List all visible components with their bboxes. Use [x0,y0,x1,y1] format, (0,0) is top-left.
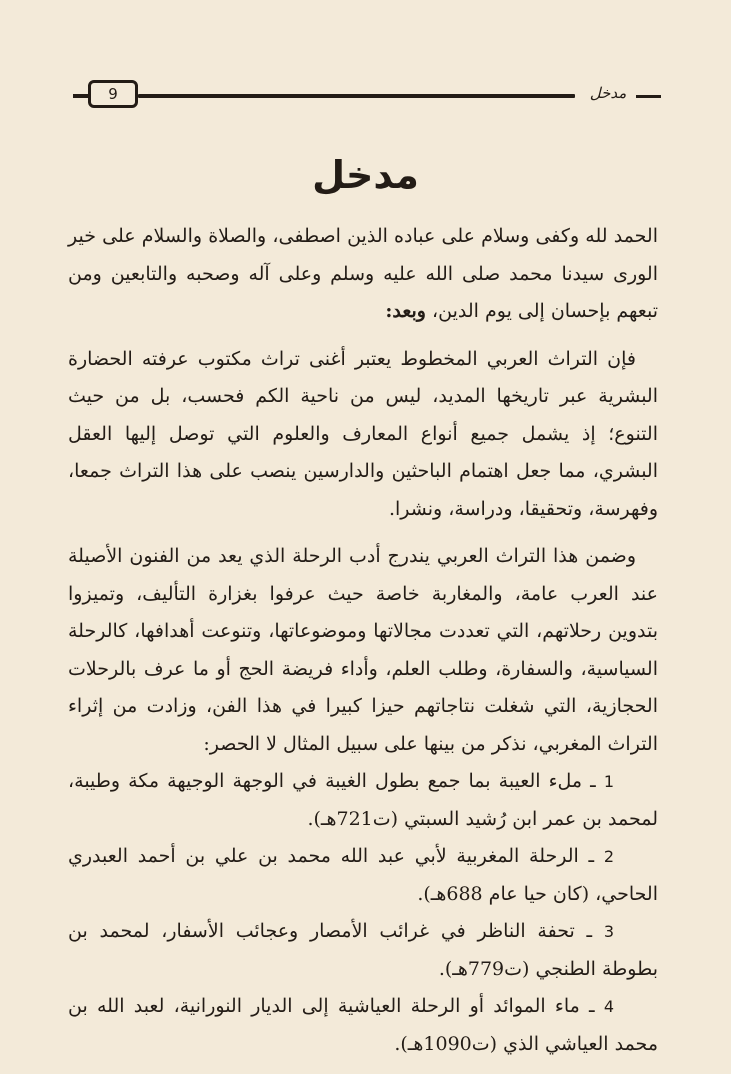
chapter-title: مدخل [312,153,419,197]
header-rule-stub [73,94,91,98]
list-item-text: ـ تحفة الناظر في غرائب الأمصار وعجائب الأسفار، لمحمد بن بطوطة الطنجي (ت779هـ). [68,920,658,980]
intro-closing: وبعد: [385,300,426,322]
list-item-number: 4 [603,997,614,1016]
header-rule [138,94,575,98]
list-item-number: 1 [603,772,614,791]
body-text [68,218,658,1063]
list-item-text: ـ ملء العيبة بما جمع بطول الغيبة في الوجهة الوجيهة مكة وطيبة، لمحمد بن عمر ابن رُشيد السبتي (ت721هـ). [68,770,658,830]
running-head: مدخل [589,84,627,102]
page-number: 9 [88,80,138,108]
paragraph-1: فإن التراث العربي المخطوط يعتبر أغنى تراث مكتوب عرفته الحضارة البشرية عبر تاريخها المديد، ليس من ناحية الكم فحسب، بل من حيث التنوع؛ إذ يشمل جميع أنواع المعارف والعلوم التي توصل إليها العقل البشري، مما جعل اهتمام الباحثين والدارسين ينصب على هذا التراث جمعا، وفهرسة، وتحقيقا، ودراسة، ونشرا. [68,347,658,520]
intro-paragraph [68,218,658,331]
list-item-number: 2 [603,847,614,866]
list-item [68,838,658,913]
list-item [68,988,658,1063]
paragraph-2: وضمن هذا التراث العربي يندرج أدب الرحلة الذي يعد من الفنون الأصيلة عند العرب عامة، والمغاربة خاصة حيث عرفوا بغزارة التأليف، وتميزوا بتدوين رحلاتهم، التي تعددت مجالاتها وموضوعاتها، وتنوعت أهدافها، كالرحلة السياسية، والسفارة، وطلب العلم، وأداء فريضة الحج أو ما عرف بالرحلات الحجازية، التي شغلت نتاجاتهم حيزا كبيرا في هذا الفن، وزادت من إثراء التراث المغربي، نذكر من بينها على سبيل المثال لا الحصر: [68,545,658,755]
list-item [68,763,658,838]
header-rule-dash [636,95,661,98]
intro-text: الحمد لله وكفى وسلام على عباده الذين اصطفى، والصلاة والسلام على خير الورى سيدنا محمد صلى الله عليه وسلم وعلى آله وصحبه والتابعين ومن تبعهم بإحسان إلى يوم الدين، [68,225,658,322]
list-item-text: ـ الرحلة المغربية لأبي عبد الله محمد بن علي بن أحمد العبدري الحاحي، (كان حيا عام 688هـ). [68,845,658,905]
list-item-number: 3 [603,922,615,941]
list-item-text: ـ ماء الموائد أو الرحلة العياشية إلى الديار النورانية، لعبد الله بن محمد العياشي الذي (ت1090هـ). [68,995,658,1055]
list-item [68,913,658,988]
